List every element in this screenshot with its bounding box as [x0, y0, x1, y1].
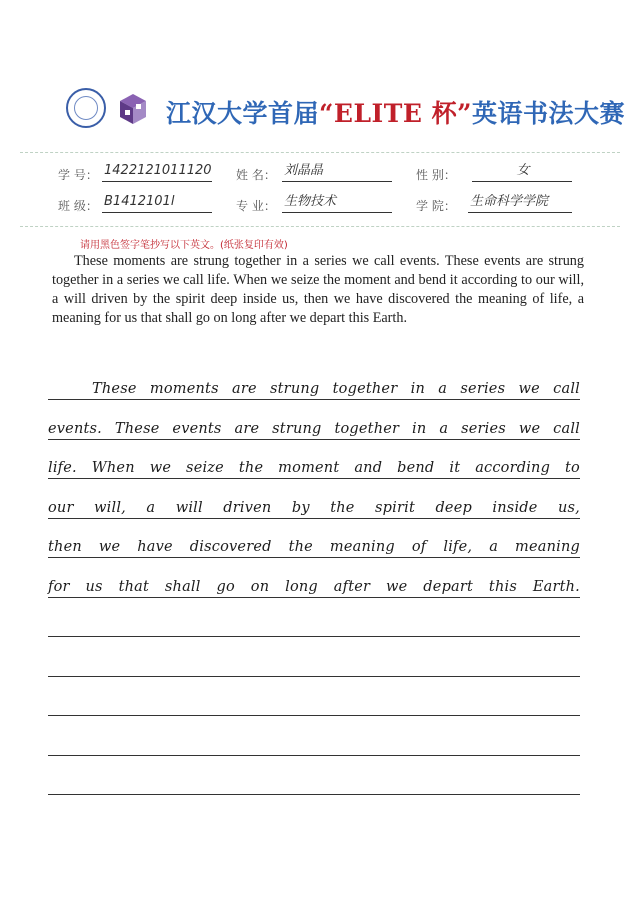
info-row-1 — [58, 162, 588, 186]
contest-title — [166, 94, 625, 130]
handwritten-text: our will, a will driven by the spirit deep inside us, — [48, 500, 580, 516]
writing-line — [48, 676, 580, 716]
name-value: 刘晶晶 — [282, 162, 392, 182]
writing-line — [48, 360, 580, 400]
college-label: 学 院： — [416, 199, 456, 213]
college-field — [416, 193, 576, 217]
writing-line — [48, 597, 580, 637]
handwritten-text: for us that shall go on long after we depart this Earth. — [48, 579, 580, 595]
writing-rule — [48, 794, 580, 795]
college-value: 生命科学学院 — [468, 193, 572, 213]
source-passage: These moments are strung together in a series we call events. These events are strung together in a series we call life. When we seize the moment and bend it according to our will, a will driven by the spirit deep inside us, then we have discovered the meaning of life, a meaning for us that shall go on long after we depart this Earth. — [52, 253, 584, 326]
class-field — [58, 193, 218, 217]
writing-line — [48, 479, 580, 519]
writing-line — [48, 518, 580, 558]
header-divider — [20, 152, 620, 153]
major-label: 专 业： — [236, 199, 276, 213]
gender-value: 女 — [472, 162, 572, 182]
name-field — [236, 162, 396, 186]
class-value: B1412101l — [102, 193, 212, 213]
handwritten-text: then we have discovered the meaning of life, a meaning — [48, 539, 580, 555]
cube-logo-icon — [116, 92, 150, 126]
title-suffix: 英语书法大赛 — [472, 99, 626, 128]
university-seal-logo — [66, 88, 106, 128]
name-label: 姓 名： — [236, 168, 276, 182]
title-quote-close: ” — [457, 99, 472, 128]
writing-line — [48, 400, 580, 440]
title-quote-open: “ — [319, 99, 334, 128]
title-prefix: 江汉大学首届 — [166, 99, 320, 128]
writing-line — [48, 755, 580, 795]
major-field — [236, 193, 396, 217]
student-id-value: 1422121011120 — [102, 162, 212, 182]
major-value: 生物技术 — [282, 193, 392, 213]
info-divider — [20, 226, 620, 227]
gender-field — [416, 162, 576, 186]
class-label: 班 级： — [58, 199, 98, 213]
handwriting-area — [48, 360, 580, 800]
writing-line — [48, 558, 580, 598]
writing-line — [48, 716, 580, 756]
student-id-field — [58, 162, 218, 186]
handwritten-text: These moments are strung together in a series we call — [92, 381, 580, 397]
student-id-label: 学 号： — [58, 168, 98, 182]
writing-line — [48, 439, 580, 479]
instruction-text: 请用黑色签字笔抄写以下英文。(纸张复印有效) — [80, 240, 288, 251]
info-row-2 — [58, 193, 588, 217]
handwritten-text: events. These events are strung together in a series we call — [48, 421, 580, 437]
gender-label: 性 别： — [416, 168, 456, 182]
contest-header — [60, 88, 626, 138]
title-elite: ELITE 杯 — [333, 99, 458, 128]
handwritten-text: life. When we seize the moment and bend it according to — [48, 460, 580, 476]
writing-line — [48, 637, 580, 677]
